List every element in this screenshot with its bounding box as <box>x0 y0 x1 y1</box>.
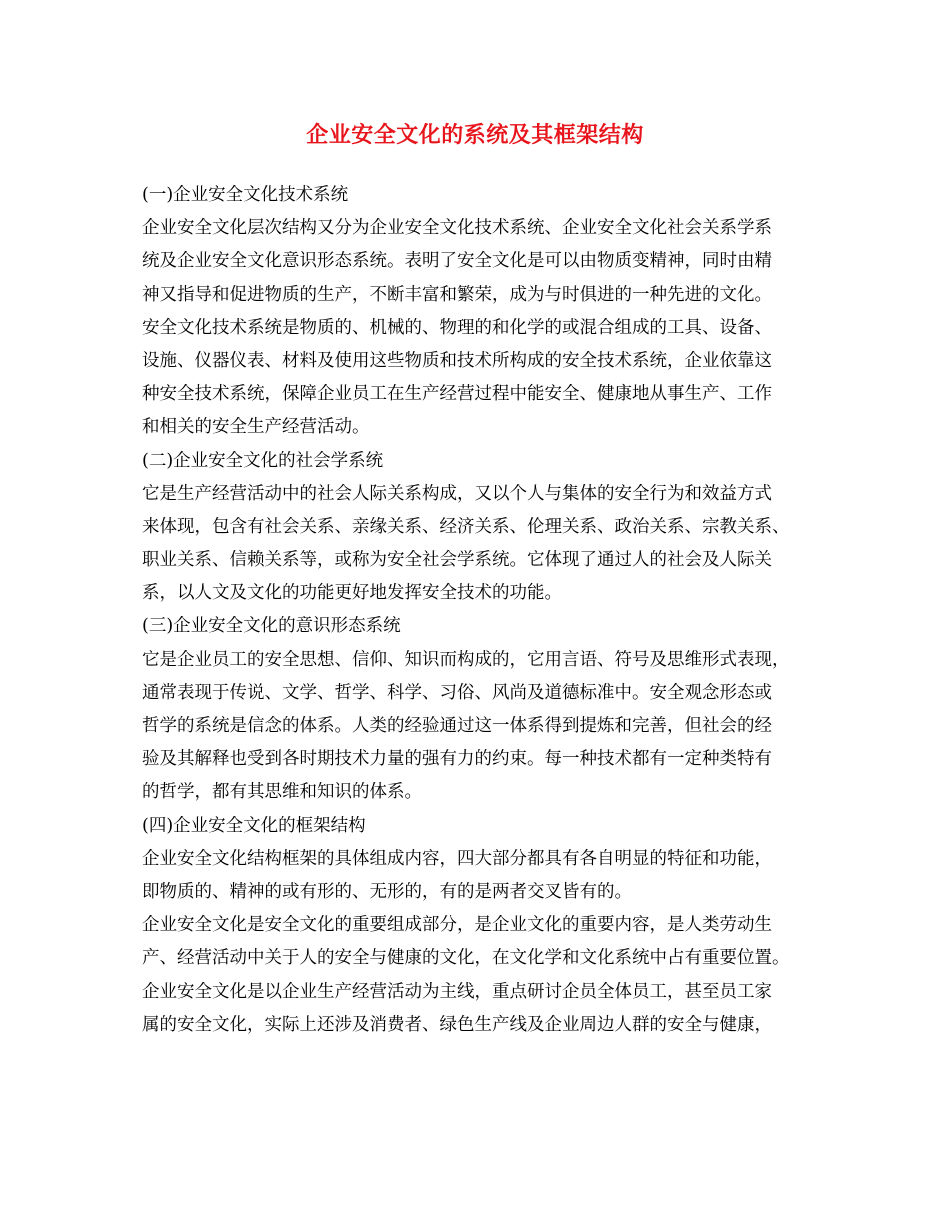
paragraph-line: 即物质的、精神的或有形的、无形的，有的是两者交叉皆有的。 <box>142 881 632 902</box>
paragraph-line: 产、经营活动中关于人的安全与健康的文化，在文化学和文化系统中占有重要位置。 <box>142 948 790 969</box>
paragraph-line: 企业安全文化结构框架的具体组成内容，四大部分都具有各自明显的特征和功能， <box>142 848 772 869</box>
paragraph-line: 的哲学，都有其思维和知识的体系。 <box>142 782 422 803</box>
section-heading-3: (三)企业安全文化的意识形态系统 <box>142 616 401 637</box>
paragraph-line: 验及其解释也受到各时期技术力量的强有力的约束。每一种技术都有一定种类特有 <box>142 749 772 770</box>
paragraph-line: 企业安全文化是安全文化的重要组成部分，是企业文化的重要内容，是人类劳动生 <box>142 915 772 936</box>
document-body <box>142 179 832 1042</box>
paragraph-line: 来体现，包含有社会关系、亲缘关系、经济关系、伦理关系、政治关系、宗教关系、 <box>142 516 790 537</box>
paragraph-line: 和相关的安全生产经营活动。 <box>142 417 370 438</box>
paragraph-line: 设施、仪器仪表、材料及使用这些物质和技术所构成的安全技术系统，企业依靠这 <box>142 350 772 371</box>
paragraph-line: 统及企业安全文化意识形态系统。表明了安全文化是可以由物质变精神，同时由精 <box>142 251 772 272</box>
paragraph-line: 企业安全文化层次结构又分为企业安全文化技术系统、企业安全文化社会关系学系 <box>142 218 772 239</box>
paragraph-line: 种安全技术系统，保障企业员工在生产经营过程中能安全、健康地从事生产、工作 <box>142 384 772 405</box>
paragraph-line: 安全文化技术系统是物质的、机械的、物理的和化学的或混合组成的工具、设备、 <box>142 317 772 338</box>
paragraph-line: 它是生产经营活动中的社会人际关系构成，又以个人与集体的安全行为和效益方式 <box>142 483 772 504</box>
paragraph-line: 它是企业员工的安全思想、信仰、知识而构成的，它用言语、符号及思维形式表现， <box>142 649 790 670</box>
paragraph-line: 属的安全文化，实际上还涉及消费者、绿色生产线及企业周边人群的安全与健康， <box>142 1014 772 1035</box>
document-title: 企业安全文化的系统及其框架结构 <box>306 122 644 148</box>
section-heading-4: (四)企业安全文化的框架结构 <box>142 815 366 836</box>
paragraph-line: 系，以人文及文化的功能更好地发挥安全技术的功能。 <box>142 583 562 604</box>
section-heading-1: (一)企业安全文化技术系统 <box>142 185 349 205</box>
paragraph-line: 神又指导和促进物质的生产，不断丰富和繁荣，成为与时俱进的一种先进的文化。 <box>142 284 772 305</box>
section-heading-2: (二)企业安全文化的社会学系统 <box>142 450 384 471</box>
paragraph-line: 职业关系、信赖关系等，或称为安全社会学系统。它体现了通过人的社会及人际关 <box>142 550 772 571</box>
paragraph-line: 哲学的系统是信念的体系。人类的经验通过这一体系得到提炼和完善，但社会的经 <box>142 716 772 736</box>
paragraph-line: 企业安全文化是以企业生产经营活动为主线，重点研讨企员全体员工，甚至员工家 <box>142 981 772 1002</box>
paragraph-line: 通常表现于传说、文学、哲学、科学、习俗、风尚及道德标准中。安全观念形态或 <box>142 682 772 703</box>
